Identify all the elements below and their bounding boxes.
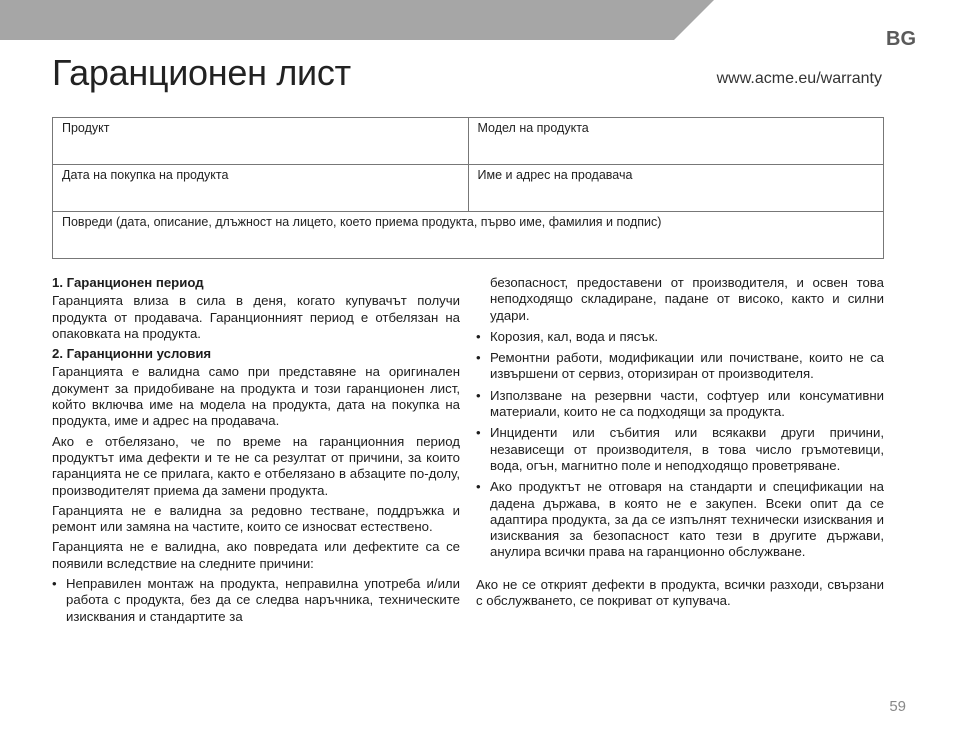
section-heading-conditions: 2. Гаранционни условия <box>52 346 212 362</box>
header-band-shape <box>0 0 714 40</box>
header-band <box>0 0 954 40</box>
list-item <box>476 350 884 383</box>
form-row <box>53 165 884 212</box>
list-item-text: Ремонтни работи, модификации или почистване, които не са извършени от сервиз, оторизиран от производителя. <box>490 350 884 382</box>
bullet-icon: • <box>476 387 481 403</box>
left-column <box>52 275 460 630</box>
right-column <box>476 275 884 613</box>
list-item <box>476 425 884 474</box>
bullet-icon: • <box>476 479 481 495</box>
list-item-text: Използване на резервни части, софтуер или консумативни материали, които не са подходящи за продукта. <box>490 387 884 420</box>
language-code: BG <box>886 28 916 50</box>
exclusion-list <box>52 576 460 625</box>
paragraph: Гаранцията не е валидна, ако повредата или дефектите са се появили вследствие на следните причини: <box>52 539 460 571</box>
exclusion-list-continued <box>476 329 884 561</box>
paragraph: Гаранцията не е валидна за редовно тестване, поддръжка и ремонт или замяна на частите, които се износват естествено. <box>52 502 460 535</box>
paragraph: Ако е отбелязано, че по време на гаранционния период продуктът има дефекти и те не са резултат от причини, за които гаранцията не се прилага, както е отбелязано в абзаците по-долу, производителят приема да замени продукта. <box>52 433 460 498</box>
model-field[interactable]: Модел на продукта <box>468 118 884 165</box>
list-item-continuation: безопасност, предоставени от производителя, и освен това неподходящо складиране, падане от високо, както и силни удари. <box>490 275 884 323</box>
section-heading-period: 1. Гаранционен период <box>52 275 204 290</box>
bullet-icon: • <box>52 576 57 592</box>
page-number: 59 <box>889 698 906 715</box>
damage-field[interactable]: Повреди (дата, описание, длъжност на лицето, което приема продукта, първо име, фамилия и подпис) <box>53 212 884 259</box>
closing-paragraph: Ако не се открият дефекти в продукта, всички разходи, свързани с обслужването, се покриват от купувача. <box>476 576 884 609</box>
product-field[interactable]: Продукт <box>53 118 469 165</box>
seller-field[interactable]: Име и адрес на продавача <box>468 165 884 212</box>
purchase-date-field[interactable]: Дата на покупка на продукта <box>53 165 469 212</box>
bullet-icon: • <box>476 350 481 366</box>
paragraph: Гаранцията е валидна само при представяне на оригиналeн документ за придобиване на продукта и този гаранционен лист, който включва име на модела на продукта, дата на покупка на продукта, име и адрес на продавача. <box>52 364 460 429</box>
bullet-icon: • <box>476 328 481 344</box>
bullet-icon: • <box>476 425 481 441</box>
list-item-text: Ако продуктът не отговаря на стандарти и спецификации на дадена държава, в която не е закупен. Всеки опит да се адаптира продукта, за да се изпълнят технически изисквания и изисквания за безопасност като тези в другите държави, анулира всички права на гаранционно обслужване. <box>490 479 884 560</box>
paragraph: Гаранцията влиза в сила в деня, когато купувачът получи продукта от продавача. Гаранционният период е отбелязан на опаковката на продукта. <box>52 293 460 341</box>
list-item <box>52 576 460 625</box>
form-row <box>53 118 884 165</box>
warranty-form-table <box>52 117 884 259</box>
list-item <box>476 479 884 560</box>
warranty-url: www.acme.eu/warranty <box>716 70 882 87</box>
list-item-text: Неправилен монтаж на продукта, неправилна употреба и/или работа с продукта, без да се следва наръчника, техническите изисквания и стандартите за <box>66 576 460 624</box>
list-item-text: Корозия, кал, вода и пясък. <box>490 328 659 344</box>
list-item <box>476 329 884 345</box>
page-title: Гаранционен лист <box>52 52 351 93</box>
list-item <box>476 388 884 421</box>
list-item-text: Инциденти или събития или всякакви други причини, независещи от производителя, в това число гръмотевици, вода, огън, магнитно поле и неподходящо проветряване. <box>490 425 884 473</box>
form-row <box>53 212 884 259</box>
